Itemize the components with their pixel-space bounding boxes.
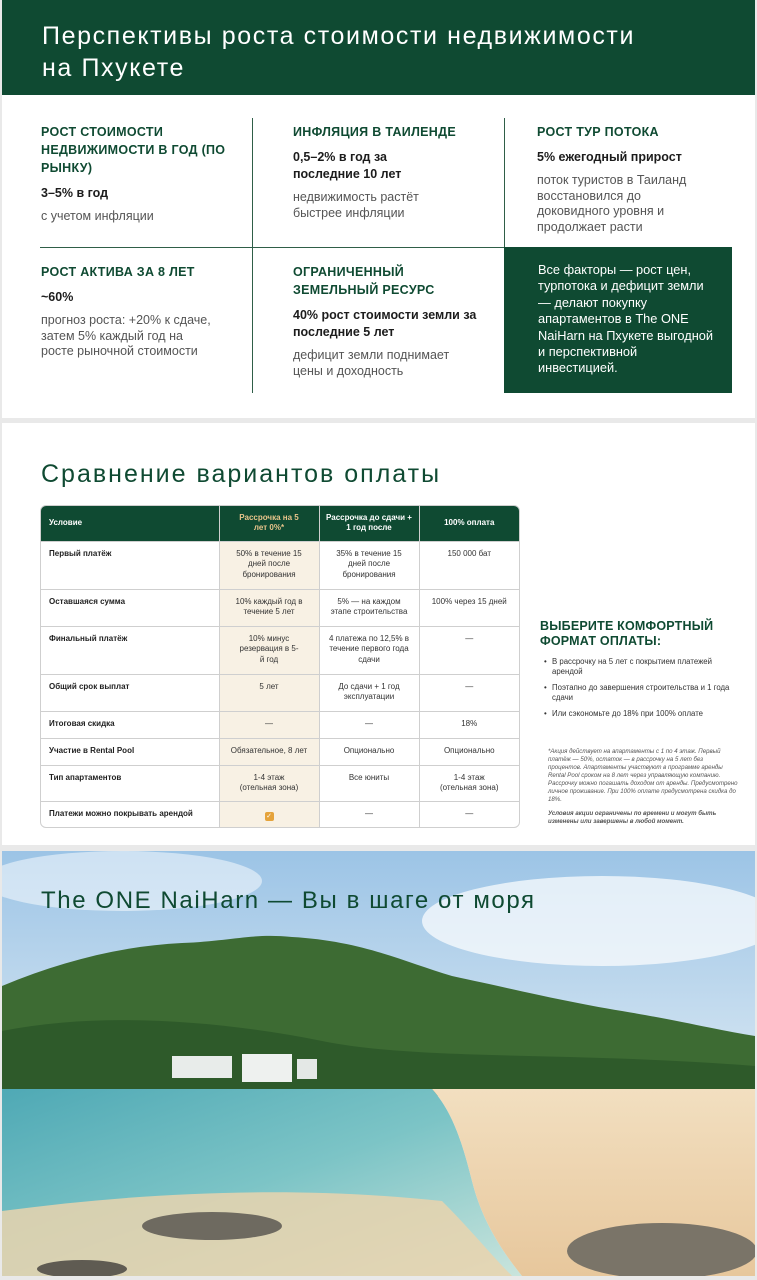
divider	[252, 118, 253, 393]
row-label: Итоговая скидка	[41, 711, 219, 738]
table-cell: 1-4 этаж (отельная зона)	[419, 765, 519, 801]
growth-cell-asset	[41, 263, 246, 360]
growth-cell-land	[293, 263, 493, 379]
table-row	[41, 711, 519, 738]
column-header: 100% оплата	[419, 506, 519, 541]
payment-title: Сравнение вариантов оплаты	[41, 460, 442, 488]
table-cell: 35% в течение 15 дней после бронирования	[319, 541, 419, 589]
table-row	[41, 589, 519, 626]
cell-value: 3–5% в год	[41, 186, 109, 200]
payment-slide	[2, 423, 755, 845]
cell-heading: РОСТ СТОИМОСТИ НЕДВИЖИМОСТИ В ГОД (ПО РЫНКУ)	[41, 125, 226, 175]
growth-cell-inflation	[293, 123, 493, 221]
side-list	[544, 657, 734, 725]
table-cell: 5% — на каждом этапе строительства	[319, 589, 419, 626]
cell-value: 40% рост стоимости земли за последние 5 лет	[293, 308, 477, 339]
list-item: • Поэтапно до завершения строительства и 1 года сдачи	[544, 683, 734, 703]
cell-heading: ИНФЛЯЦИЯ В ТАИЛЕНДЕ	[293, 125, 456, 139]
table-row	[41, 674, 519, 711]
table-cell: 18%	[419, 711, 519, 738]
table-cell: 5 лет	[219, 674, 319, 711]
cell-heading: ОГРАНИЧЕННЫЙ ЗЕМЕЛЬНЫЙ РЕСУРС	[293, 265, 435, 297]
row-label: Финальный платёж	[41, 626, 219, 674]
table-cell: 1-4 этаж (отельная зона)	[219, 765, 319, 801]
beach-title: The ONE NaiHarn — Вы в шаге от моря	[41, 887, 536, 914]
list-item: • Или сэкономьте до 18% при 100% оплате	[544, 709, 734, 719]
table-row	[41, 738, 519, 765]
cell-value: 0,5–2% в год за последние 10 лет	[293, 150, 402, 181]
table-cell: До сдачи + 1 год эксплуатации	[319, 674, 419, 711]
divider	[504, 118, 505, 247]
row-label: Участие в Rental Pool	[41, 738, 219, 765]
table-header-row	[41, 506, 519, 541]
payment-table	[40, 505, 520, 828]
table-row	[41, 626, 519, 674]
row-label: Оставшаяся сумма	[41, 589, 219, 626]
table-cell: Опционально	[319, 738, 419, 765]
checkmark-icon: ✓	[266, 812, 272, 820]
row-label: Общий срок выплат	[41, 674, 219, 711]
table-cell: Все юниты	[319, 765, 419, 801]
column-header: Условие	[41, 506, 219, 541]
table-cell: —	[319, 711, 419, 738]
cell-note: дефицит земли поднимает цены и доходность	[293, 348, 450, 378]
list-item: • В рассрочку на 5 лет с покрытием платежей арендой	[544, 657, 734, 677]
growth-summary: Все факторы — рост цен, турпотока и дефицит земли — делают покупку апартаментов в The ONE NaiHarn на Пхукете выгодной и перспективной инвестицией.	[504, 247, 732, 393]
table-row	[41, 765, 519, 801]
divider	[40, 247, 504, 248]
table-cell: 150 000 бат	[419, 541, 519, 589]
table-row	[41, 541, 519, 589]
table-cell	[219, 801, 319, 828]
table-cell: Опционально	[419, 738, 519, 765]
cell-note: недвижимость растёт быстрее инфляции	[293, 190, 419, 220]
cell-note: с учетом инфляции	[41, 209, 154, 223]
growth-cell-tourism	[537, 123, 737, 235]
footnote: *Акция действует на апартаменты с 1 по 4 этаж. Первый платёж — 50%, остаток — в рассрочку на 5 лет без процентов. Апартаменты участвуют в программе аренды Rental Pool сроком на 8 лет через управляющую компанию. Рассрочку можно погашать доходом от аренды. Предусмотрено личное проживание. При 100% оплате предусмотрена скидка до 18%.	[548, 748, 738, 803]
column-header: Рассрочка на 5 лет 0%*	[219, 506, 319, 541]
growth-header	[2, 0, 755, 95]
growth-title: Перспективы роста стоимости недвижимости на Пхукете	[42, 22, 636, 82]
table-cell: 10% минус резервация в 5-й год	[219, 626, 319, 674]
cell-heading: РОСТ АКТИВА ЗА 8 ЛЕТ	[41, 265, 195, 279]
growth-slide	[2, 0, 755, 418]
side-title: ВЫБЕРИТЕ КОМФОРТНЫЙ ФОРМАТ ОПЛАТЫ:	[540, 619, 714, 648]
table-cell: —	[419, 626, 519, 674]
table-cell: —	[319, 801, 419, 828]
table-cell: Обязательное, 8 лет	[219, 738, 319, 765]
table-cell: —	[219, 711, 319, 738]
table-row	[41, 801, 519, 828]
footnote-disclaimer: Условия акции ограничены по времени и могут быть изменены или завершены в любой момент.	[548, 810, 717, 825]
cell-value: ~60%	[41, 290, 74, 304]
beach-slide	[2, 851, 755, 1276]
cell-value: 5% ежегодный прирост	[537, 150, 682, 164]
table-cell: 100% через 15 дней	[419, 589, 519, 626]
cell-heading: РОСТ ТУР ПОТОКА	[537, 125, 659, 139]
table-cell: —	[419, 801, 519, 828]
table-cell: 50% в течение 15 дней после бронирования	[219, 541, 319, 589]
table-cell: —	[419, 674, 519, 711]
row-label: Платежи можно покрывать арендой	[41, 801, 219, 828]
row-label: Тип апартаментов	[41, 765, 219, 801]
row-label: Первый платёж	[41, 541, 219, 589]
column-header: Рассрочка до сдачи + 1 год после	[319, 506, 419, 541]
growth-cell-market	[41, 123, 246, 225]
cell-note: прогноз роста: +20% к сдаче, затем 5% каждый год на росте рыночной стоимости	[41, 313, 211, 358]
table-cell: 10% каждый год в течение 5 лет	[219, 589, 319, 626]
cell-note: поток туристов в Таиланд восстановился до доковидного уровня и продолжает расти	[537, 173, 687, 234]
table-cell: 4 платежа по 12,5% в течение первого года сдачи	[319, 626, 419, 674]
